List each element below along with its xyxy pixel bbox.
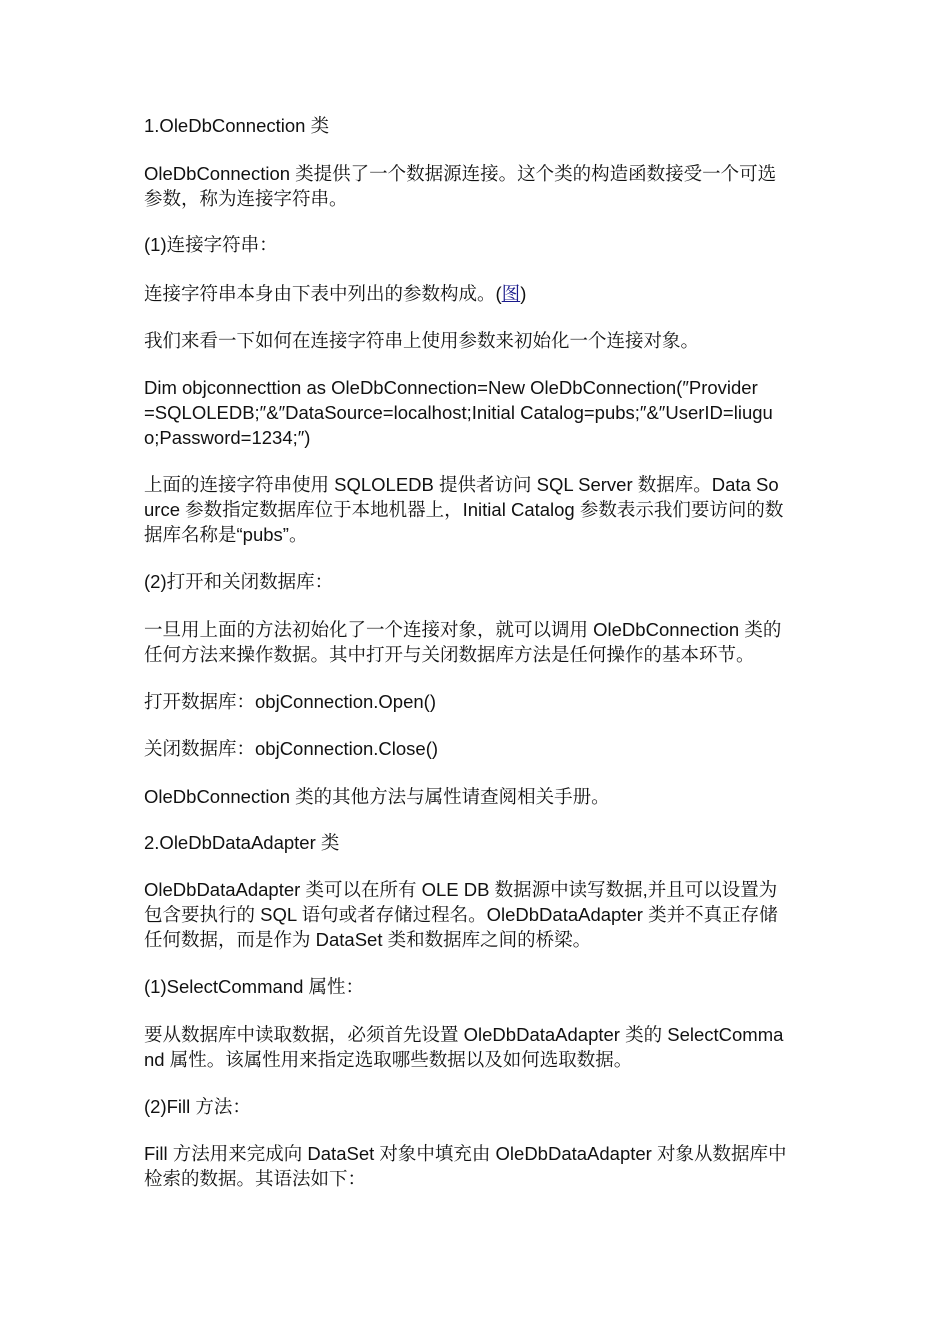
paragraph: OleDbConnection 类提供了一个数据源连接。这个类的构造函数接受一个可选 参数，称为连接字符串。 — [144, 163, 777, 209]
code-line: 打开数据库：objConnection.Open() — [144, 691, 436, 712]
subsection-heading: (1)连接字符串： — [144, 234, 278, 255]
paragraph-text-end: ) — [520, 283, 527, 304]
paragraph-with-link — [144, 281, 808, 306]
section-heading: 1.OleDbConnection 类 — [144, 115, 330, 136]
figure-link[interactable]: 图 — [501, 283, 521, 304]
paragraph: 一旦用上面的方法初始化了一个连接对象，就可以调用 OleDbConnection 类的 任何方法来操作数据。其中打开与关闭数据库方法是任何操作的基本环节。 — [144, 619, 782, 665]
paragraph: OleDbDataAdapter 类可以在所有 OLE DB 数据源中读写数据,并且可以设置为 包含要执行的 SQL 语句或者存储过程名。OleDbDataAdapter 类并不真正存储 任何数据，而是作为 DataSet 类和数据库之间的桥梁。 — [144, 879, 778, 950]
paragraph-text: 连接字符串本身由下表中列出的参数构成。( — [144, 283, 502, 304]
paragraph: Fill 方法用来完成向 DataSet 对象中填充由 OleDbDataAdapter 对象从数据库中 检索的数据。其语法如下： — [144, 1143, 787, 1189]
paragraph: 我们来看一下如何在连接字符串上使用参数来初始化一个连接对象。 — [144, 330, 700, 351]
code-line: 关闭数据库：objConnection.Close() — [144, 738, 439, 759]
section-heading: 2.OleDbDataAdapter 类 — [144, 832, 340, 853]
subsection-heading: (2)Fill 方法： — [144, 1096, 251, 1117]
paragraph: 上面的连接字符串使用 SQLOLEDB 提供者访问 SQL Server 数据库。Data So urce 参数指定数据库位于本地机器上，Initial Catalog 参数表示我们要访问的数 据库名称是“pubs”。 — [144, 474, 784, 545]
subsection-heading: (1)SelectCommand 属性： — [144, 976, 365, 997]
paragraph: OleDbConnection 类的其他方法与属性请查阅相关手册。 — [144, 786, 610, 807]
paragraph: 要从数据库中读取数据，必须首先设置 OleDbDataAdapter 类的 SelectComma nd 属性。该属性用来指定选取哪些数据以及如何选取数据。 — [144, 1024, 784, 1070]
code-example: Dim objconnecttion as OleDbConnection=New OleDbConnection(″Provider =SQLOLEDB;″&″DataSource=localhost;Initial Catalog=pubs;″&″UserID=liugu o;Password=1234;″) — [144, 377, 773, 448]
subsection-heading: (2)打开和关闭数据库： — [144, 571, 334, 592]
